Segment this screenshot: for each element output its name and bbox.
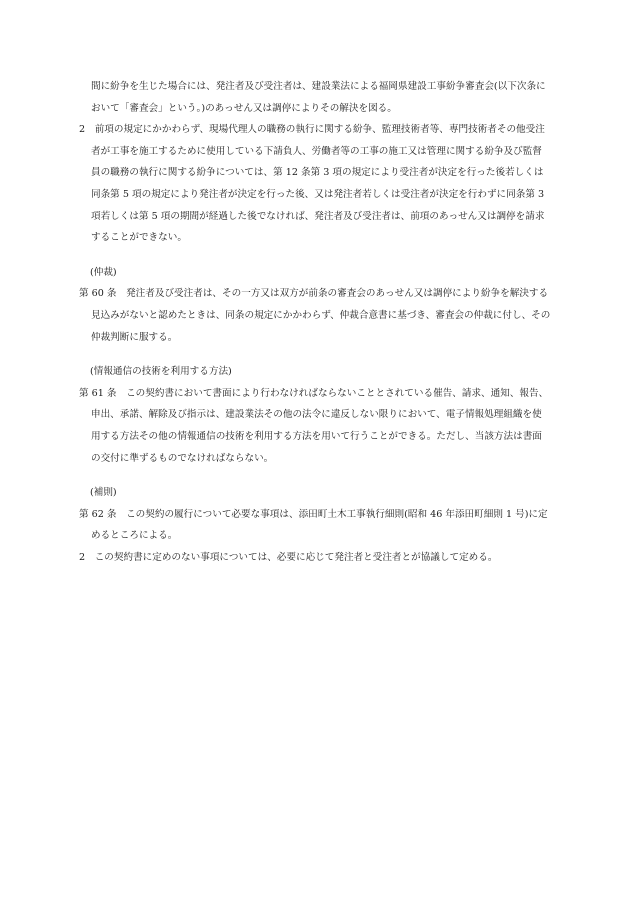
article-62-caption: (補則) [90,487,117,499]
article-61-caption: (情報通信の技術を利用する方法) [90,366,232,378]
article-62-paragraph-2: 2 この契約書に定めのない事項については、必要に応じて発注者と受注者とが協議して定める。 [79,551,498,563]
spacer [79,249,551,262]
article-59-continuation: 間に紛争を生じた場合には、発注者及び受注者は、建設業法による福岡県建設工事紛争審査会(以下次条において「審査会」という。)のあっせん又は調停によりその解決を図る。 [91,81,546,114]
article-60-text: 第 60 条 発注者及び受注者は、その一方又は双方が前条の審査会のあっせん又は調停により紛争を解決する見込みがないと認めたときは、同条の規定にかかわらず、仲裁合意書に基づき、審査会の仲裁に付し、その仲裁判断に服する。 [79,288,551,343]
article-60-caption: (仲裁) [90,266,117,278]
spacer [79,469,551,482]
article-61-text: 第 61 条 この契約書において書面により行わなければならないこととされている催告、請求、通知、報告、申出、承諾、解除及び指示は、建設業法その他の法令に違反しない限りにおいて、電子情報処理組織を使用する方法その他の情報通信の技術を利用する方法を用いて行うことができる。ただし、当該方法は書面の交付に準ずるものでなければならない。 [79,387,549,464]
article-59-paragraph-2: 2 前項の規定にかかわらず、現場代理人の職務の執行に関する紛争、監理技術者等、専門技術者その他受注者が工事を施工するために使用している下請負人、労働者等の工事の施工又は管理に関する紛争及び監督員の職務の執行に関する紛争については、第 12 条第 3 項の規定により受注者が決定を行った後若しくは同条第 5 項の規定により発注者が決定を行った後、又は発注者若しくは受注者が決定を行わずに同条第 3 項若しくは第 5 項の期間が経過した後でなければ、発注者及び受注者は、前項のあっせん又は調停を請求することができない。 [79,124,545,244]
article-62-text: 第 62 条 この契約の履行について必要な事項は、添田町土木工事執行細則(昭和 46 年添田町細則 1 号)に定めるところによる。 [79,508,548,542]
spacer [79,348,551,361]
contract-body [79,76,551,568]
